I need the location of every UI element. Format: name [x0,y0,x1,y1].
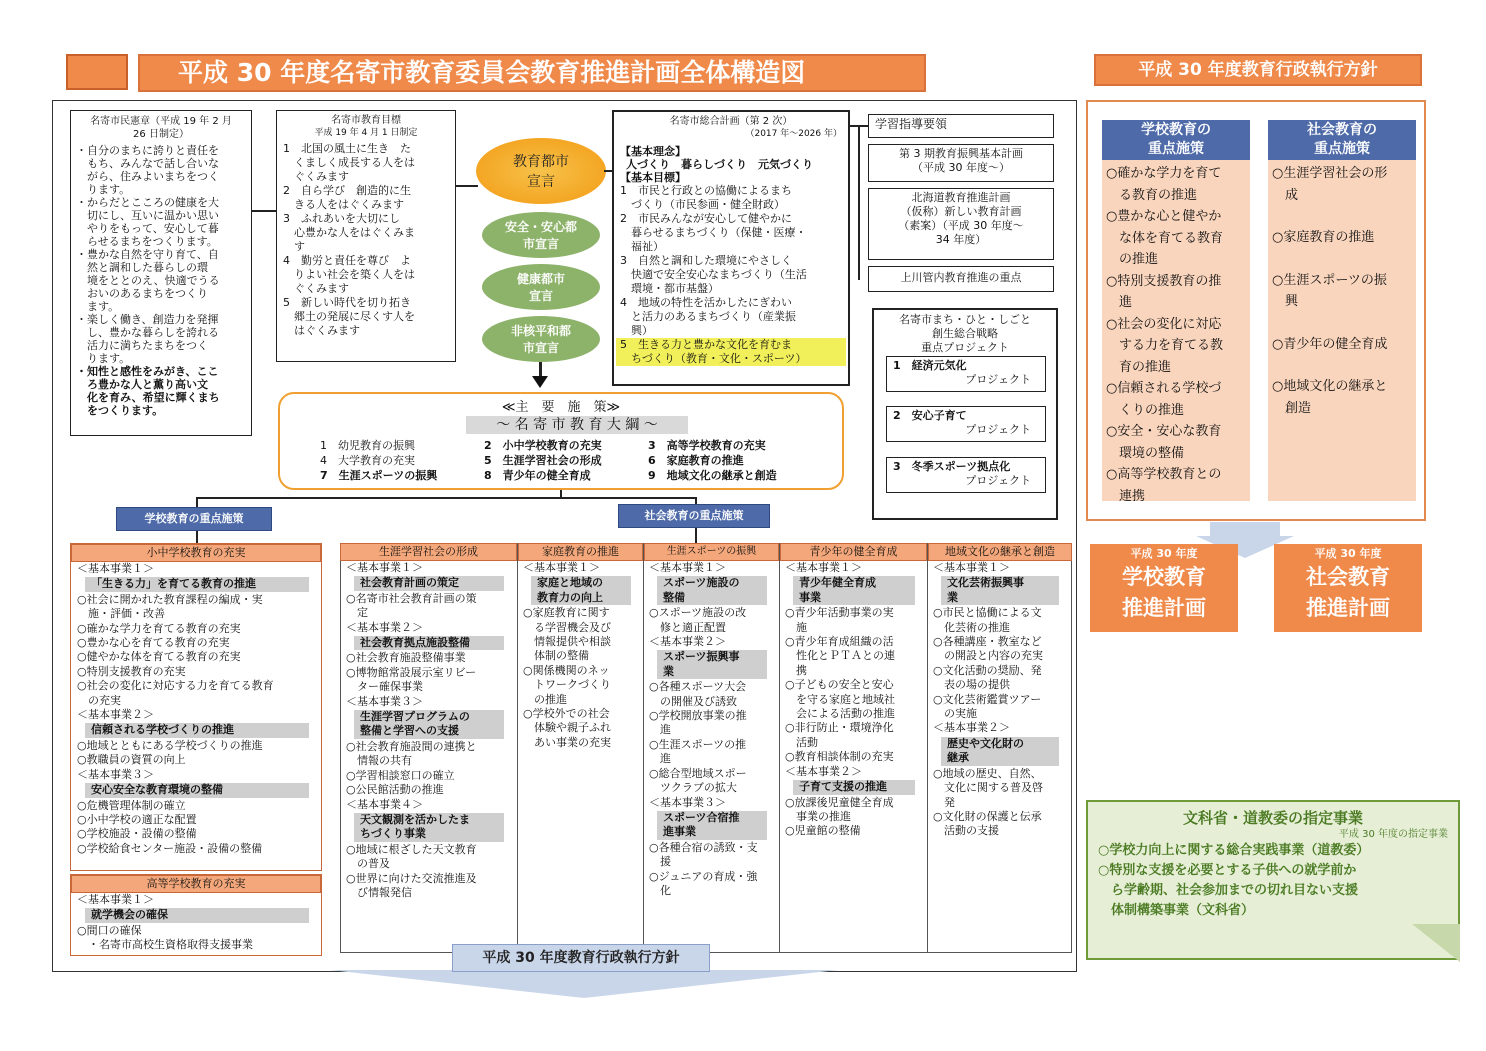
title-deco-box [66,54,128,90]
policy-item: ○特別支援教育の推 進 [1106,273,1222,310]
project-1: 1 経済元気化 プロジェクト [886,356,1046,392]
charter-item: ・からだとこころの健康を大 切にし、互いに温かい思い やりをもって、安心して暮 らせるまちをつくります。 [76,196,219,248]
plan-period: （2017 年～2026 年） [745,129,842,139]
list-item: ○豊かな心を育てる教育の充実 [77,636,230,650]
list-item: ○各種合宿の誘致・支 援 [649,840,758,869]
master-plan [612,110,850,386]
list-item: ○学校給食センター施設・設備の整備 [77,841,263,855]
plan-name: 社会教育 推進計画 [1306,565,1390,620]
list-item: ○地域の歴史、自然、 文化に関する普及啓 発 [933,766,1043,809]
policy-item: ○生涯スポーツの振 興 [1272,272,1387,309]
basic-project-label: ＜基本事業４＞ [346,797,423,811]
plan-goal: 1 市民と行政との協働によるまち づくり（市民参画・健全財政） [620,184,792,211]
list-item: ○文化芸術鑑賞ツアー の実施 [933,692,1042,721]
measure-item: 6 家庭教育の推進 [648,454,744,467]
right-title-bar: 平成 30 年度教育行政執行方針 [1094,54,1422,86]
safety-city-declaration: 安全・安心都 市宣言 [482,212,600,258]
basic-project-label: ＜基本事業１＞ [649,561,726,574]
list-item: ○教職員の資質の向上 [77,753,186,767]
culture-column [928,543,1072,953]
designated-projects [1086,800,1460,960]
concept: 人づくり 暮らしづくり 元気づくり [626,158,813,171]
list-item: ○博物館常設展示室リビー ター確保事業 [346,665,477,694]
measure-item: 7 生涯スポーツの振興 [320,469,438,482]
strategy-head: 名寄市まち・ひと・しごと 創生総合戦略 重点プロジェクト [899,313,1031,354]
measures-grid [320,438,820,483]
list-item: ○ジュニアの育成・強 化 [649,869,758,897]
goal-item: 2 自ら学び 創造的に生 きる人をはぐくみます [283,184,411,211]
basic-project-label: ＜基本事業２＞ [649,635,726,649]
school-plan-box [1090,544,1238,632]
connector [604,170,612,172]
project-2: 2 安心子育て プロジェクト [886,406,1046,442]
education-city-declaration: 教育都市 宣言 [476,138,606,204]
ref-kamikawa: 上川管内教育推進の重点 [868,266,1054,292]
connector [456,185,478,187]
measures-sub: ～ 名 寄 市 教 育 大 綱 ～ [466,416,688,434]
list-item: ○家庭教育に関す る学習機会及び 情報提供や相談 体制の整備 [523,606,611,663]
list-item: ○非行防止・環境浄化 活動 [785,721,894,749]
plan-year: 平成 30 年度 [1314,547,1382,560]
list-item: ○学習相談窓口の確立 [346,768,455,782]
measure-item: 8 青少年の健全育成 [484,469,591,482]
list-item: ○各種スポーツ大会 の開催及び誘致 [649,680,747,708]
policy-item: ○地域文化の継承と 創造 [1272,379,1388,416]
policy-item: ○家庭教育の推進 [1272,230,1375,245]
elementary-middle-column [70,543,322,871]
family-education-column [518,543,644,953]
policy-item: ○高等学校教育との 連携 [1106,467,1222,504]
list-item: ○間口の確保 [77,923,142,937]
list-item: ○世界に向けた交流推進及 び情報発信 [346,871,477,899]
basic-project-label: ＜基本事業１＞ [523,561,600,574]
school-policy-head: 学校教育の 重点施策 [1102,120,1250,160]
bottom-banner: 平成 30 年度教育行政執行方針 [452,944,710,972]
social-plan-box [1274,544,1422,632]
citizen-charter [70,110,252,436]
basic-project-label: ＜基本事業２＞ [933,721,1010,735]
title-bar: 平成 30 年度名寄市教育委員会教育推進計画全体構造図 [138,54,926,92]
column-head: 家庭教育の推進 [518,543,643,561]
health-city-declaration: 健康都市 宣言 [482,264,600,310]
social-priority-label: 社会教育の重点施策 [618,504,770,528]
charter-item-bold: ・知性と感性をみがき、ここ ろ豊かな人と薫り高い文 化を育み、希望に輝くまち をつくります。 [76,365,220,417]
designated-item: ○学校力向上に関する総合実践事業（道教委） [1098,843,1370,858]
school-policy-list [1102,160,1250,504]
project-subheading: 天文観測を活かしたま ちづくり事業 [354,813,504,842]
lifelong-learning-column [340,543,518,953]
measure-item: 1 幼児教育の振興 [320,439,415,452]
policy-item: ○確かな学力を育て る教育の推進 [1106,166,1222,203]
plan-name: 学校教育 推進計画 [1122,565,1206,620]
goals-head: 名寄市教育目標 [331,115,401,126]
list-item: ○総合型地域スポー ツクラブの拡大 [649,766,747,795]
ref-hokkaido-plan: 北海道教育推進計画 （仮称）新しい教育計画 （素案）（平成 30 年度～ 34 年度） [868,188,1054,260]
project-subheading: 安心安全な教育環境の整備 [85,783,309,797]
main-measures [278,392,844,490]
sports-column [644,543,780,953]
project-subheading: 文化芸術振興事 業 [941,576,1059,605]
list-item: ○社会の変化に対応する力を育てる教育 の充実 [77,679,274,707]
basic-project-label: ＜基本事業２＞ [346,620,423,634]
list-item: ○社会教育施設整備事業 [346,651,466,665]
policy-item: ○生涯学習社会の形 成 [1272,166,1388,203]
goal-item: 5 新しい時代を切り拓き 郷土の発展に尽くす人を はぐくみます [283,296,415,337]
policy-item: ○豊かな心と健やか な体を育てる教育 の推進 [1106,209,1224,267]
basic-project-label: ＜基本事業１＞ [346,561,423,574]
list-item: ○生涯スポーツの推 進 [649,737,747,766]
charter-item: ・豊かな自然を守り育て、自 然と調和した暮らしの環 境をととのえ、快適でうる おいのあるまちをつくり ます。 [76,248,220,313]
measure-item: 5 生涯学習社会の形成 [484,454,602,467]
list-item: ○学校施設・設備の整備 [77,827,197,841]
list-item: ○小中学校の適正な配置 [77,812,197,826]
measure-item: 3 高等学校教育の充実 [648,439,766,452]
project-subheading: スポーツ施設の 整備 [657,576,767,605]
project-subheading: 就学機会の確保 [85,908,309,922]
plan-goal-highlight: 5 生きる力と豊かな文化を育むま ちづくり（教育・文化・スポーツ） [616,338,846,366]
social-policy-head: 社会教育の 重点施策 [1268,120,1416,160]
plan-goal: 4 地域の特性を活かしたにぎわい と活力のあるまちづくり（産業振 興） [620,296,796,337]
list-item: ○青少年育成組織の活 性化とＰＴＡとの連 携 [785,635,895,677]
basic-project-label: ＜基本事業１＞ [933,561,1010,574]
basic-project-label: ＜基本事業３＞ [346,694,423,708]
basic-project-label: ＜基本事業２＞ [77,708,154,722]
plan-head: 名寄市総合計画（第 2 次） [669,116,793,127]
list-item: ○危機管理体制の確立 [77,798,186,812]
list-item: ○公民館活動の推進 [346,783,444,797]
list-item: ○文化財の保護と伝承 活動の支援 [933,809,1042,838]
project-subheading: 家庭と地域の 教育力の向上 [531,576,631,605]
plan-goal: 3 自然と調和した環境にやさしく 快適で安全安心なまちづくり（生活 環境・都市基盤） [620,254,807,295]
policy-item: ○信頼される学校づ くりの推進 [1106,381,1222,418]
basic-project-label: ＜基本事業３＞ [77,767,154,781]
project-subheading: 社会教育拠点施設整備 [354,636,504,650]
charter-item: ・楽しく働き、創造力を発揮 し、豊かな暮らしを誇れる 活力に満ちたまちをつく ります。 [76,313,219,365]
goals-sub: 平成 19 年 4 月 1 日制定 [314,128,418,138]
concept-label: 【基本理念】 [620,145,686,158]
column-head: 生涯スポーツの振興 [644,543,779,561]
measure-item: 4 大学教育の充実 [320,454,415,467]
page-fold-icon [1412,924,1460,962]
education-goals [276,110,456,362]
policy-item: ○安全・安心な教育 環境の整備 [1106,424,1222,461]
youth-column [780,543,928,953]
project-3: 3 冬季スポーツ拠点化 プロジェクト [886,457,1046,493]
project-subheading: スポーツ振興事 業 [657,650,767,679]
list-item: ○各種講座・教室など の開設と内容の充実 [933,635,1043,663]
list-item: ○児童館の整備 [785,824,861,838]
list-item: ○文化活動の奨励、発 表の場の提供 [933,663,1042,692]
measures-head: ≪主 要 施 策≫ [501,400,621,415]
list-item: ○社会に開かれた教育課程の編成・実 施・評価・改善 [77,592,263,621]
arrow-down-icon [532,376,548,388]
list-item: ○市民と協働による文 化芸術の推進 [933,606,1042,634]
policy-arrow-icon [1210,522,1280,536]
project-subheading: 子育て支援の推進 [793,780,915,794]
list-item: ○地域とともにある学校づくりの推進 [77,738,263,752]
list-item: ○社会教育施設間の連携と 情報の共有 [346,739,477,768]
project-subheading: 社会教育計画の策定 [354,576,504,590]
school-priority-label: 学校教育の重点施策 [116,507,272,531]
list-item: ○放課後児童健全育成 事業の推進 [785,795,894,823]
project-subheading: 「生きる力」を育てる教育の推進 [85,577,309,591]
bottom-arrow [330,970,838,998]
column-head: 青少年の健全育成 [780,543,927,561]
basic-project-label: ＜基本事業２＞ [785,764,862,778]
designated-sub: 平成 30 年度の指定事業 [1338,829,1448,840]
basic-project-label: ＜基本事業１＞ [785,561,862,574]
basic-project-label: ＜基本事業１＞ [77,562,154,575]
column-head: 小中学校教育の充実 [71,544,321,562]
basic-project-label: ＜基本事業３＞ [649,795,726,809]
project-subheading: 生涯学習プログラムの 整備と学習への支援 [354,710,504,739]
charter-head: 名寄市民憲章（平成 19 年 2 月 26 日制定） [90,116,232,140]
column-head: 生涯学習社会の形成 [340,543,517,561]
designated-head: 文科省・道教委の指定事業 [1182,809,1363,827]
list-item: ○関係機関のネッ トワークづくり の推進 [523,663,611,706]
ref-curriculum: 学習指導要領 [868,114,1054,138]
list-item: ○青少年活動事業の実 施 [785,606,894,634]
list-item: ○学校外での社会 体験や親子ふれ あい事業の充実 [523,707,611,749]
list-item: ○学校開放事業の推 進 [649,709,747,737]
plan-year: 平成 30 年度 [1130,547,1198,560]
measure-item: 9 地域文化の継承と創造 [648,469,777,482]
list-item: ○地域に根ざした天文教育 の普及 [346,842,477,871]
designated-item: ○特別な支援を必要とする子供への就学前か ら学齢期、社会参加までの切れ目ない支援 体制構築事業（文科省） [1098,863,1359,918]
list-item: ○確かな学力を育てる教育の充実 [77,621,241,635]
list-item: ○名寄市社会教育計画の策 定 [346,591,477,620]
goal-label: 【基本目標】 [620,171,686,184]
connector [196,497,696,499]
list-item: ・名寄市高校生資格取得支援事業 [77,938,253,952]
plan-goal: 2 市民みんなが安心して健やかに 暮らせるまちづくり（保健・医療・ 福祉） [620,212,807,253]
list-item: ○スポーツ施設の改 修と適正配置 [649,606,747,634]
project-subheading: 青少年健全育成 事業 [793,576,915,605]
social-policy-list [1268,160,1416,501]
goal-item: 3 ふれあいを大切にし 心豊かな人をはぐくみま す [283,212,415,253]
column-head: 高等学校教育の充実 [71,875,321,893]
measure-item: 2 小中学校教育の充実 [484,439,602,452]
goal-item: 4 勤労と責任を尊び よ りよい社会を築く人をは ぐくみます [283,254,415,295]
charter-item: ・自分のまちに誇りと責任を もち、みんなで話し合いな がら、住みよいまちをつく ります。 [76,144,219,196]
policy-item: ○社会の変化に対応 する力を育てる教 育の推進 [1106,316,1224,375]
peace-city-declaration: 非核平和都 市宣言 [482,316,600,362]
basic-project-label: ＜基本事業１＞ [77,893,154,906]
policy-item: ○青少年の健全育成 [1272,336,1388,352]
project-subheading: スポーツ合宿推 進事業 [657,811,767,840]
list-item: ○教育相談体制の充実 [785,750,894,764]
connector [858,125,860,280]
high-school-column [70,874,322,956]
project-subheading: 歴史や文化財の 継承 [941,737,1059,766]
list-item: ○特別支援教育の充実 [77,664,186,678]
project-subheading: 信頼される学校づくりの推進 [85,723,309,737]
list-item: ○健やかな体を育てる教育の充実 [77,650,241,664]
ref-basic-plan: 第 3 期教育振興基本計画 （平成 30 年度～） [868,144,1054,182]
column-head: 地域文化の継承と創造 [928,543,1072,561]
connector [252,210,276,212]
goal-item: 1 北国の風土に生き た くましく成長する人をは ぐくみます [283,142,415,183]
list-item: ○子どもの安全と安心 を守る家庭と地域社 会による活動の推進 [785,678,895,721]
